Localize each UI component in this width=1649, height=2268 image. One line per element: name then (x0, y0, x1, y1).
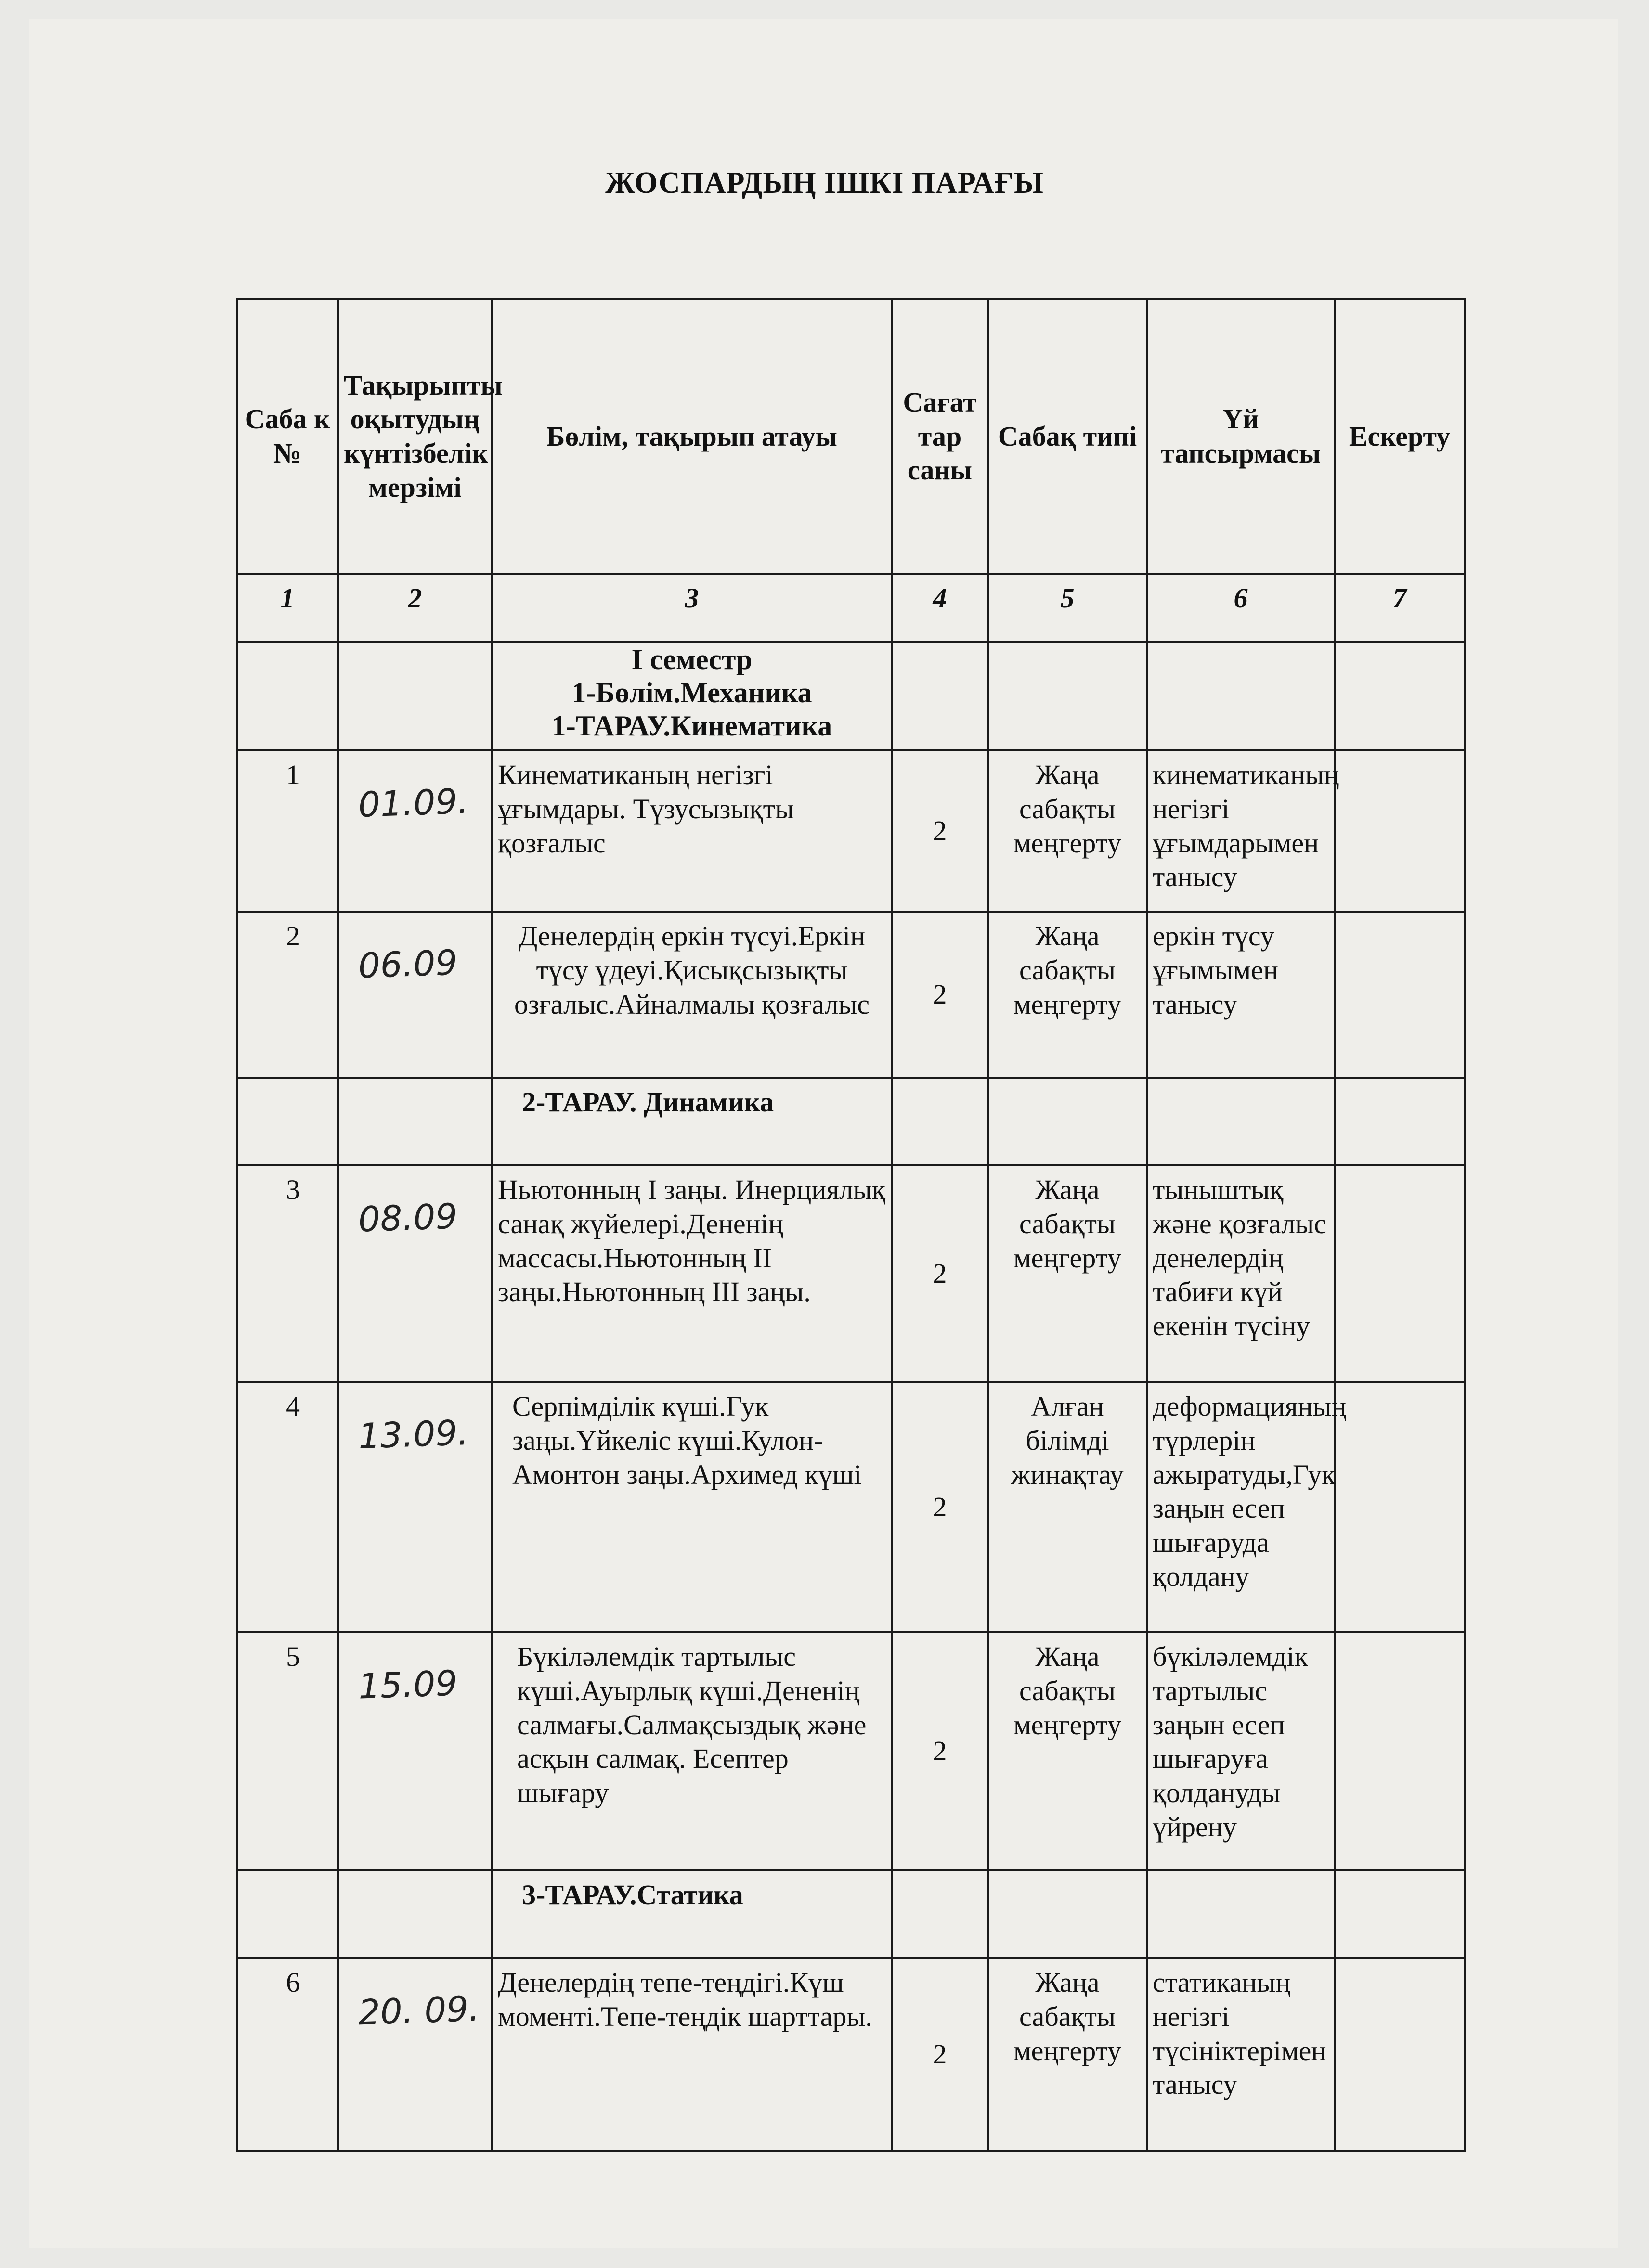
lesson-type: Жаңа сабақты меңгерту (988, 1958, 1147, 2151)
table-row (237, 750, 1465, 912)
semester-row (237, 642, 1465, 750)
lesson-date-cell (338, 1382, 492, 1632)
lesson-date-cell (338, 1958, 492, 2151)
lesson-hours: 2 (892, 1632, 988, 1870)
handwritten-date: 13.09. (357, 1412, 469, 1456)
lesson-notes (1335, 912, 1465, 1078)
lesson-homework: статиканың негізгі түсініктерімен танысу (1147, 1958, 1335, 2151)
column-number: 7 (1335, 574, 1465, 642)
lesson-topic: Бүкіләлемдік тартылыс күші.Ауырлық күші.Дененің салмағы.Салмақсыздық және асқын салмақ. Есептер шығару (492, 1632, 892, 1870)
header-homework: Үй тапсырмасы (1147, 299, 1335, 574)
column-number: 3 (492, 574, 892, 642)
lesson-number: 4 (237, 1382, 338, 1632)
lesson-notes (1335, 1632, 1465, 1870)
lesson-homework: еркін түсу ұғымымен танысу (1147, 912, 1335, 1078)
lesson-homework: деформацияның түрлерін ажыратуды,Гук заңын есеп шығаруда қолдану (1147, 1382, 1335, 1632)
chapter-heading: 2-ТАРАУ. Динамика (492, 1078, 892, 1165)
page-title: ЖОСПАРДЫҢ ІШКІ ПАРАҒЫ (605, 167, 1044, 199)
header-calendar-date: Тақырыпты оқытудың күнтізбелік мерзімі (338, 299, 492, 574)
lesson-homework: тыныштық және қозғалыс денелердің табиғи күй екенін түсіну (1147, 1165, 1335, 1382)
lesson-date-cell (338, 1165, 492, 1382)
chapter-row (237, 1870, 1465, 1958)
lesson-topic: Денелердің тепе-теңдігі.Күш моменті.Тепе-теңдік шарттары. (492, 1958, 892, 2151)
lesson-topic: Кинематиканың негізгі ұғымдары. Түзусызықты қозғалыс (492, 750, 892, 912)
lesson-type: Жаңа сабақты меңгерту (988, 912, 1147, 1078)
lesson-hours: 2 (892, 912, 988, 1078)
handwritten-date: 20. 09. (357, 1988, 480, 2033)
chapter-label: 1-ТАРАУ.Кинематика (551, 710, 832, 742)
lesson-number: 6 (237, 1958, 338, 2151)
lesson-date-cell (338, 1632, 492, 1870)
chapter-heading: 3-ТАРАУ.Статика (492, 1870, 892, 1958)
semester-heading (492, 642, 892, 750)
handwritten-date: 01.09. (357, 781, 469, 825)
lesson-hours: 2 (892, 1958, 988, 2151)
table-row (237, 1632, 1465, 1870)
lesson-notes (1335, 750, 1465, 912)
lesson-hours: 2 (892, 1382, 988, 1632)
table-row (237, 912, 1465, 1078)
header-topic: Бөлім, тақырып атауы (492, 299, 892, 574)
lesson-topic: Серпімділік күші.Гук заңы.Үйкеліс күші.Кулон-Амонтон заңы.Архимед күші (492, 1382, 892, 1632)
column-number-row (237, 574, 1465, 642)
column-number: 2 (338, 574, 492, 642)
lesson-hours: 2 (892, 750, 988, 912)
handwritten-date: 08.09 (357, 1196, 458, 1240)
handwritten-date: 15.09 (357, 1662, 458, 1707)
lesson-notes (1335, 1165, 1465, 1382)
lesson-topic: Денелердің еркін түсуі.Еркін түсу үдеуі.Қисықсызықты озғалыс.Айналмалы қозғалыс (492, 912, 892, 1078)
semester-label: I семестр (631, 644, 753, 675)
column-number: 4 (892, 574, 988, 642)
column-number: 6 (1147, 574, 1335, 642)
lesson-type: Жаңа сабақты меңгерту (988, 1165, 1147, 1382)
header-row (237, 299, 1465, 574)
chapter-row (237, 1078, 1465, 1165)
lesson-number: 2 (237, 912, 338, 1078)
lesson-homework: кинематиканың негізгі ұғымдарымен танысу (1147, 750, 1335, 912)
handwritten-date: 06.09 (357, 942, 458, 986)
column-number: 5 (988, 574, 1147, 642)
header-lesson-number: Саба к № (237, 299, 338, 574)
header-notes: Ескерту (1335, 299, 1465, 574)
table-row (237, 1382, 1465, 1632)
lesson-type: Жаңа сабақты меңгерту (988, 1632, 1147, 1870)
column-number: 1 (237, 574, 338, 642)
lesson-topic: Ньютонның I заңы. Инерциялық санақ жүйелері.Дененің массасы.Ньютонның II заңы.Ньютонның III заңы. (492, 1165, 892, 1382)
lesson-date-cell (338, 750, 492, 912)
section-label: 1-Бөлім.Механика (571, 677, 812, 709)
lesson-homework: бүкіләлемдік тартылыс заңын есеп шығаруға қолдануды үйрену (1147, 1632, 1335, 1870)
lesson-date-cell (338, 912, 492, 1078)
header-hours: Сағат тар саны (892, 299, 988, 574)
table-row (237, 1165, 1465, 1382)
lesson-type: Жаңа сабақты меңгерту (988, 750, 1147, 912)
header-lesson-type: Сабақ типі (988, 299, 1147, 574)
table-row (237, 1958, 1465, 2151)
lesson-number: 1 (237, 750, 338, 912)
lesson-hours: 2 (892, 1165, 988, 1382)
lesson-type: Алған білімді жинақтау (988, 1382, 1147, 1632)
lesson-number: 5 (237, 1632, 338, 1870)
lesson-plan-table (236, 298, 1466, 2152)
lesson-number: 3 (237, 1165, 338, 1382)
lesson-notes (1335, 1382, 1465, 1632)
lesson-notes (1335, 1958, 1465, 2151)
